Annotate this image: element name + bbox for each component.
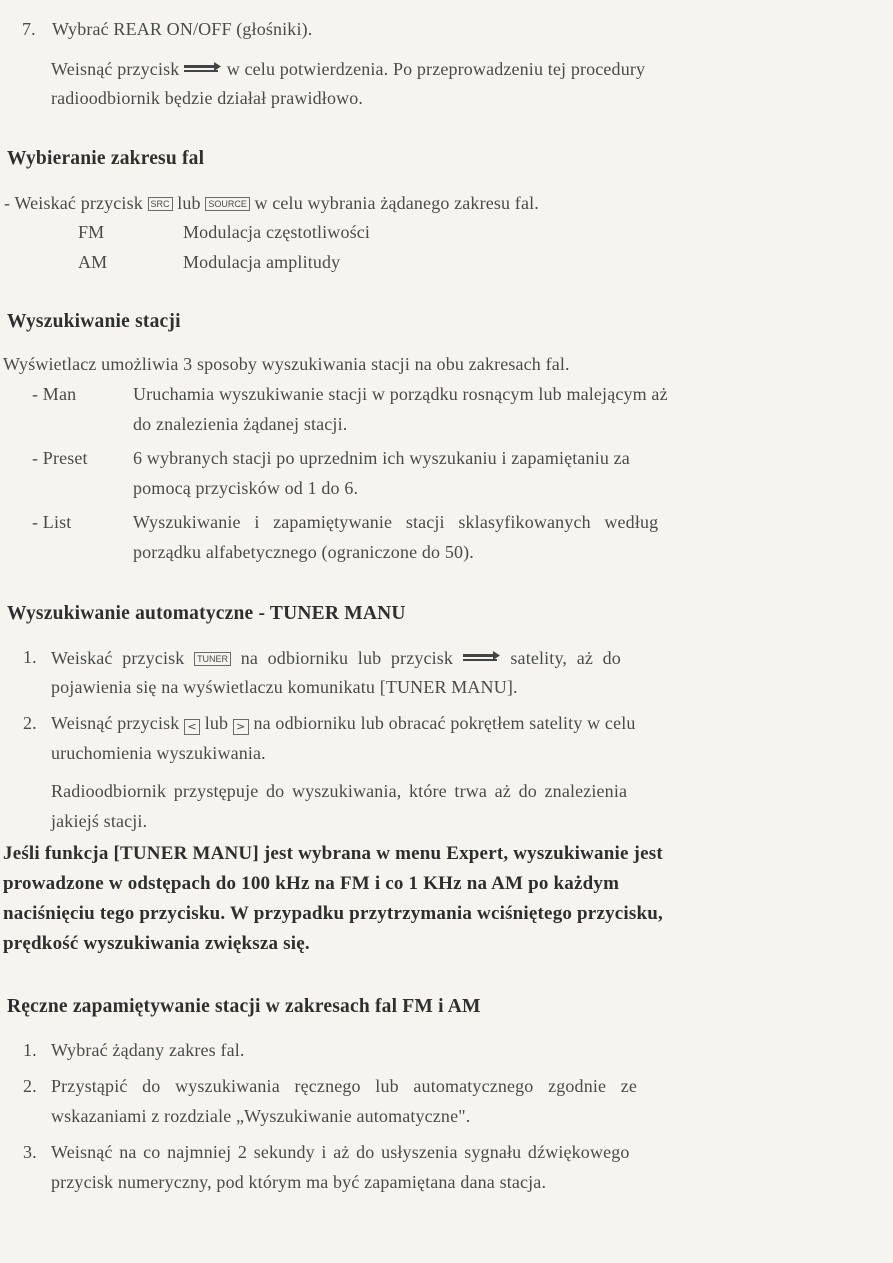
search-desc: Uruchamia wyszukiwanie stacji w porządku rosnącym lub malejącym aż [133,384,668,404]
search-term: - List [32,512,72,532]
search-intro: Wyświetlacz umożliwia 3 sposoby wyszukiwania stacji na obu zakresach fal. [3,354,570,374]
auto-step-1: Weiskać przycisk TUNER na odbiorniku lub przycisk satelity, aż do [51,643,848,673]
auto-step-2-line: Radioodbiornik przystępuje do wyszukiwania, które trwa aż do znalezienia [51,781,628,801]
band-term: FM [78,222,105,242]
step-number: 1. [23,1040,37,1060]
auto-step-2: Weisnąć przycisk < lub > na odbiorniku lub obracać pokrętłem satelity w celu [51,713,636,733]
band-instruction: - Weiskać przycisk SRC lub SOURCE w celu wybrania żądanego zakresu fal. [4,193,539,213]
manual-step-3-line: przycisk numeryczny, pod którym ma być zapamiętana dana stacja. [51,1172,547,1192]
source-key-icon: SOURCE [205,197,250,211]
step-text-line: Weisnąć przycisk w celu potwierdzenia. Po przeprowadzeniu tej procedury [51,54,848,84]
auto-step-2-line: uruchomienia wyszukiwania. [51,743,266,763]
note-line: prowadzone w odstępach do 100 kHz na FM i co 1 KHz na AM po każdym [3,873,620,894]
enter-icon [184,54,222,83]
tuner-key-icon: TUNER [194,652,231,666]
search-desc: porządku alfabetycznego (ograniczone do 50). [133,542,474,562]
section-heading-band: Wybieranie zakresu fal [7,148,205,169]
step-text-line: radioodbiornik będzie działał prawidłowo. [51,88,364,108]
band-term: AM [78,252,108,272]
search-desc: pomocą przycisków od 1 do 6. [133,478,359,498]
search-term: - Preset [32,448,88,468]
band-desc: Modulacja amplitudy [183,252,341,272]
left-arrow-key-icon: < [184,719,200,735]
manual-step-1: Wybrać żądany zakres fal. [51,1040,245,1060]
manual-step-2-line: wskazaniami z rozdziale „Wyszukiwanie automatyczne". [51,1106,471,1126]
enter-icon [463,643,501,672]
search-desc: Wyszukiwanie i zapamiętywanie stacji sklasyfikowanych według [133,512,659,532]
auto-step-2-line: jakiejś stacji. [51,811,148,831]
section-heading-manual: Ręczne zapamiętywanie stacji w zakresach fal FM i AM [7,996,481,1017]
section-heading-auto: Wyszukiwanie automatyczne - TUNER MANU [7,603,406,624]
manual-step-2: Przystąpić do wyszukiwania ręcznego lub automatycznego zgodnie ze [51,1076,638,1096]
search-desc: do znalezienia żądanej stacji. [133,414,348,434]
note-line: naciśnięciu tego przycisku. W przypadku przytrzymania wciśniętego przycisku, [3,903,663,924]
note-line: prędkość wyszukiwania zwiększa się. [3,933,310,954]
auto-step-1-line: pojawienia się na wyświetlaczu komunikatu [TUNER MANU]. [51,677,518,697]
section-heading-search: Wyszukiwanie stacji [7,311,181,332]
step-number: 2. [23,713,37,733]
step-number: 2. [23,1076,37,1096]
right-arrow-key-icon: > [233,719,249,735]
note-line: Jeśli funkcja [TUNER MANU] jest wybrana w menu Expert, wyszukiwanie jest [3,843,663,864]
step-number: 7. [22,19,36,39]
manual-step-3: Weisnąć na co najmniej 2 sekundy i aż do usłyszenia sygnału dźwiękowego [51,1142,630,1162]
step-text: Wybrać REAR ON/OFF (głośniki). [52,19,313,39]
band-desc: Modulacja częstotliwości [183,222,371,242]
search-term: - Man [32,384,77,404]
src-key-icon: SRC [148,197,173,211]
step-number: 3. [23,1142,37,1162]
step-number: 1. [23,647,37,667]
search-desc: 6 wybranych stacji po uprzednim ich wyszukaniu i zapamiętaniu za [133,448,630,468]
